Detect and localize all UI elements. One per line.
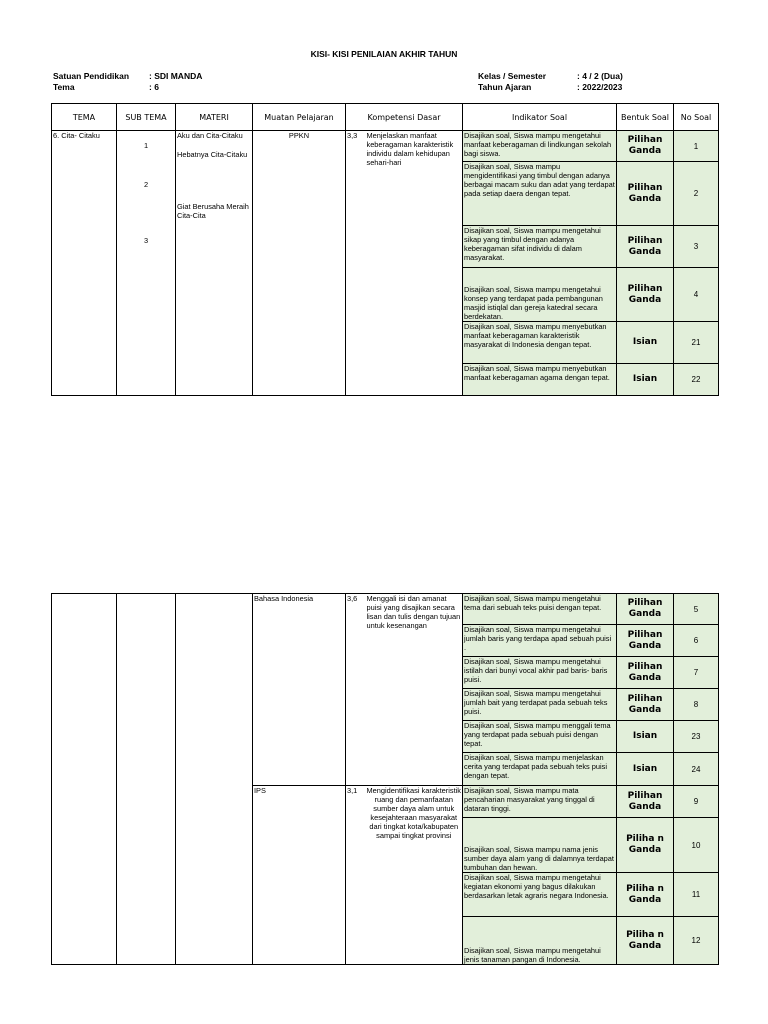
header-no: No Soal [674, 104, 719, 131]
bentuk-cell: Piliha n Ganda [617, 917, 674, 965]
bentuk-cell: Pilihan Ganda [617, 689, 674, 721]
indikator-cell: Disajikan soal, Siswa mampu mengetahui konsep yang terdapat pada pembangunan masjid istiqlal dan gereja katedral secara berdekatan. [463, 268, 617, 322]
table-row [52, 131, 719, 162]
header-muatan: Muatan Pelajaran [253, 104, 346, 131]
header-materi: MATERI [176, 104, 253, 131]
header-indikator: Indikator Soal [463, 104, 617, 131]
materi-cell [176, 131, 253, 396]
bentuk-cell: Isian [617, 364, 674, 396]
indikator-cell: Disajikan soal, Siswa mampu menyebutkan manfaat keberagaman agama dengan tepat. [463, 364, 617, 396]
indikator-cell: Disajikan soal, Siswa mampu mengetahui manfaat keberagaman di lindkungan sekolah bagi siswa. [463, 131, 617, 162]
no-cell: 24 [674, 753, 719, 786]
kd-code-cell: 3,1 [346, 786, 366, 965]
kd-code-cell: 3,6 [346, 594, 366, 786]
tema-value: : 6 [149, 81, 159, 92]
no-cell: 7 [674, 657, 719, 689]
tahun-label: Tahun Ajaran [478, 81, 532, 92]
tema-cell: 6. Cita- Citaku [52, 131, 117, 396]
bentuk-cell: Pilihan Ganda [617, 625, 674, 657]
indikator-cell: Disajikan soal, Siswa mampu mengetahui jumlah baris yang terdapa apad sebuah puisi . [463, 625, 617, 657]
indikator-cell: Disajikan soal, Siswa mampu mengetahui jenis tanaman pangan di Indonesia. [463, 917, 617, 965]
tema-label: Tema [53, 81, 75, 92]
bentuk-cell: Pilihan Ganda [617, 268, 674, 322]
bentuk-cell: Pilihan Ganda [617, 162, 674, 226]
indikator-cell: Disajikan soal, Siswa mampu menjelaskan cerita yang terdapat pada sebuah teks puisi dengan tepat. [463, 753, 617, 786]
bentuk-cell: Pilihan Ganda [617, 786, 674, 818]
no-cell: 6 [674, 625, 719, 657]
no-cell: 5 [674, 594, 719, 625]
muatan-cell: Bahasa Indonesia [253, 594, 346, 786]
no-cell: 8 [674, 689, 719, 721]
indikator-cell: Disajikan soal, Siswa mampu mengetahui jumlah bait yang terdapat pada sebuah teks puisi. [463, 689, 617, 721]
no-cell: 1 [674, 131, 719, 162]
kisi-table-1 [51, 103, 719, 396]
no-cell: 23 [674, 721, 719, 753]
satuan-label: Satuan Pendidikan [53, 71, 130, 81]
header-row [52, 104, 719, 131]
bentuk-cell: Isian [617, 322, 674, 364]
subtema-2: 2 [143, 180, 149, 189]
subtema-3: 3 [143, 236, 149, 245]
no-cell: 12 [674, 917, 719, 965]
no-cell: 4 [674, 268, 719, 322]
indikator-cell: Disajikan soal, Siswa mampu mengetahui tema dari sebuah teks puisi dengan tepat. [463, 594, 617, 625]
indikator-cell: Disajikan soal, Siswa mampu menggali tema yang terdapat pada sebuah puisi dengan tepat. [463, 721, 617, 753]
no-cell: 21 [674, 322, 719, 364]
bentuk-cell: Piliha n Ganda [617, 873, 674, 917]
kd-text-cell: Menggali isi dan amanat puisi yang disajikan secara lisan dan tulis dengan tujuan untuk kesenangan [366, 594, 463, 786]
header-kd: Kompetensi Dasar [346, 104, 463, 131]
indikator-cell: Disajikan soal, Siswa mampu mengetahui sikap yang timbul dengan adanya keberagaman sifat individu di dalam masyarakat. [463, 226, 617, 268]
bentuk-cell: Isian [617, 753, 674, 786]
header-bentuk: Bentuk Soal [617, 104, 674, 131]
bentuk-cell: Pilihan Ganda [617, 131, 674, 162]
muatan-cell: PPKN [253, 131, 346, 396]
no-cell: 22 [674, 364, 719, 396]
indikator-cell: Disajikan soal, Siswa mampu nama jenis sumber daya alam yang di dalamnya terdapat tumbuhan dan hewan. [463, 818, 617, 873]
kd-text-cell: Mengidentifikasi karakteristik ruang dan pemanfaatan sumber daya alam untuk kesejahteraan masyarakat dari tingkat kota/kabupaten sampai tingkat provinsi [366, 786, 463, 965]
meta-right [478, 71, 623, 92]
bentuk-cell: Piliha n Ganda [617, 818, 674, 873]
no-cell: 2 [674, 162, 719, 226]
indikator-cell: Disajikan soal, Siswa mampu mengidentifikasi yang timbul dengan adanya berbagai macam suku dan adat yang terdapat pada setiap daera dengan tepat. [463, 162, 617, 226]
kd-code-cell: 3,3 [346, 131, 366, 396]
no-cell: 3 [674, 226, 719, 268]
bentuk-cell: Pilihan Ganda [617, 226, 674, 268]
no-cell: 9 [674, 786, 719, 818]
materi-3: Giat Berusaha Meraih Cita-Cita [177, 202, 249, 220]
materi-cell-empty [176, 594, 253, 965]
header-tema: TEMA [52, 104, 117, 131]
indikator-cell: Disajikan soal, Siswa mampu mata pencaharian masyarakat yang tinggal di dataran tinggi. [463, 786, 617, 818]
bentuk-cell: Pilihan Ganda [617, 657, 674, 689]
page-title: KISI- KISI PENILAIAN AKHIR TAHUN [310, 49, 458, 59]
no-cell: 11 [674, 873, 719, 917]
meta-left [53, 71, 202, 92]
kisi-table-2 [51, 593, 719, 965]
satuan-value: : SDI MANDA [149, 71, 203, 81]
subtema-cell-empty [117, 594, 176, 965]
bentuk-cell: Isian [617, 721, 674, 753]
materi-1: Aku dan Cita-Citaku [177, 131, 243, 140]
no-cell: 10 [674, 818, 719, 873]
tahun-value: : 2022/2023 [577, 81, 623, 92]
indikator-cell: Disajikan soal, Siswa mampu mengetahui kegiatan ekonomi yang bagus dilakukan berdasarkan letak agraris negara Indonesia. [463, 873, 617, 917]
kd-text-cell: Menjelaskan manfaat keberagaman karakteristik individu dalam kehidupan sehari-hari [366, 131, 463, 396]
subtema-1: 1 [143, 141, 149, 150]
materi-2: Hebatnya Cita-Citaku [177, 150, 248, 159]
subtema-cell [117, 131, 176, 396]
indikator-cell: Disajikan soal, Siswa mampu mengetahui istilah dari bunyi vocal akhir pad baris- baris puisi. [463, 657, 617, 689]
muatan-cell: IPS [253, 786, 346, 965]
tema-cell-empty [52, 594, 117, 965]
table-row [52, 594, 719, 625]
indikator-cell: Disajikan soal, Siswa mampu menyebutkan manfaat keberagaman karakteristik masyarakat di Indonesia dengan tepat. [463, 322, 617, 364]
kelas-label: Kelas / Semester [478, 71, 547, 81]
header-subtema: SUB TEMA [117, 104, 176, 131]
bentuk-cell: Pilihan Ganda [617, 594, 674, 625]
kelas-value: : 4 / 2 (Dua) [577, 71, 623, 81]
